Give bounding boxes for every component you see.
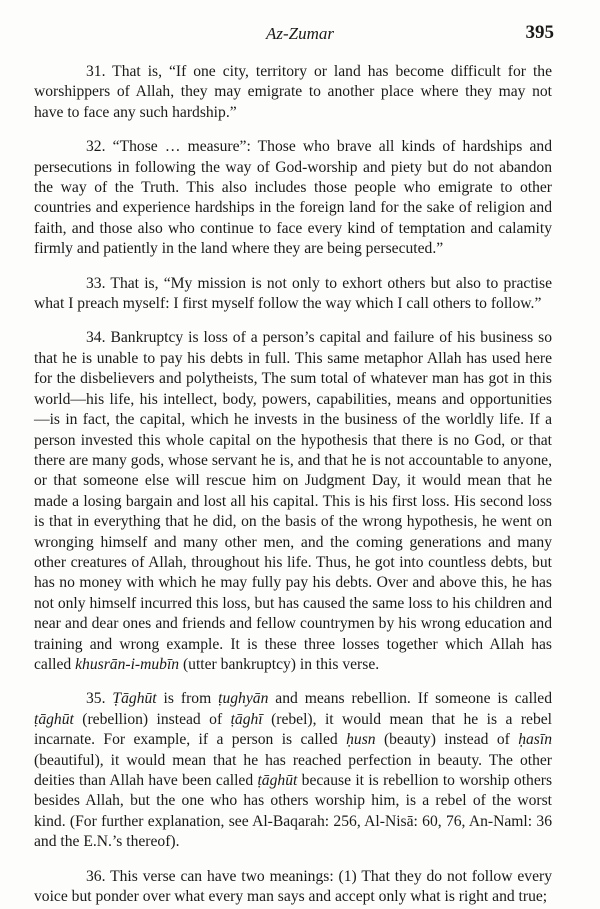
- note-34: [34, 328, 552, 675]
- note-35-term: ṭāghūt: [34, 710, 74, 728]
- note-34-text: 34. Bankruptcy is loss of a person’s capital and failure of his business so that he is unable to pay his debts in full. This same metaphor Allah has used here for the disbelievers and polytheists, The sum total of whatever man has got in this world—his life, his intellect, body, powers, capabilities, means and opportunities—is in fact, the capital, which he invests in the business of the worldly life. If a person invested this whole capital on the hypothesis that there is no God, or that there are many gods, whose servant he is, and that he is not accountable to anyone, or that someone else will rescue him on Judgment Day, it would mean that he made a losing bargain and lost all his capital. This is his first loss. His second loss is that in everything that he did, on the basis of the wrong hypothesis, he went on wronging himself and many other men, and the coming generations and many other creatures of Allah, throughout his life. Thus, he got into countless debts, but has no money with which he may fully pay his debts. Over and above this, he has not only himself incurred this loss, but has caused the same loss to his children and near and dear ones and friends and fellow countrymen by his wrong education and training and wrong example. It is these three losses together which Allah has called: [34, 329, 552, 673]
- note-36: 36. This verse can have two meanings: (1) That they do not follow every voice but ponder over what every man says and accept only what is right and true;: [34, 867, 552, 906]
- note-35-text: (rebellion) instead of: [73, 710, 231, 728]
- note-35-text: (beauty) instead of: [375, 731, 519, 749]
- page-header: [0, 22, 600, 52]
- page-number: 395: [525, 22, 554, 43]
- note-35-term: Ṭāghūt: [112, 690, 157, 708]
- note-35-text: 35.: [86, 690, 113, 708]
- note-35-text: and means rebellion. If someone is called: [268, 690, 552, 708]
- note-34-term: khusrān-i-mubīn: [75, 655, 180, 673]
- note-35-term: ḥasīn: [518, 731, 552, 749]
- note-31: 31. That is, “If one city, territory or land has become difficult for the worshippers of Allah, they may emigrate to another place where they may not have to face any such hardship.”: [34, 63, 552, 121]
- running-title: Az-Zumar: [265, 24, 334, 43]
- note-35-term: ṭughyān: [218, 690, 269, 708]
- note-35-term: ṭāghūt: [257, 772, 298, 789]
- note-35: [34, 689, 552, 852]
- note-32: 32. “Those … measure”: Those who brave all kinds of hardships and persecutions in following the way of God-worship and piety but do not abandon the way of the Truth. This also includes those people who emigrate to other countries and experience hardships in the foreign land for the sake of religion and faith, and those also who continue to face every kind of temptation and calamity firmly and patiently in the land where they are being persecuted.”: [34, 138, 552, 258]
- note-35-text: because it is rebellion to worship others besides Allah, but the one who has others worship him, is a rebel of the worst kind. (For further explanation, see Al-Baqarah: 256, Al-Nisā: 60, 76, An-Naml: 36 and the E.N.’s thereof).: [34, 772, 553, 851]
- notes-body: [34, 62, 552, 907]
- note-35-term: ṭāghī: [230, 710, 263, 728]
- note-35-term: ḥusn: [346, 731, 376, 749]
- note-35-text: is from: [156, 690, 219, 708]
- note-33: 33. That is, “My mission is not only to exhort others but also to practise what I preach myself: I first myself follow the way which I call others to follow.”: [34, 274, 552, 313]
- note-35-text: (rebel), it would mean that he is a rebel incarnate. For example, if a person is called: [34, 710, 553, 749]
- note-34-text-end: (utter bankruptcy) in this verse.: [179, 655, 380, 673]
- note-35-text: (beautiful), it would mean that he has reached perfection in beauty. The other deities than Allah have been called: [34, 751, 552, 789]
